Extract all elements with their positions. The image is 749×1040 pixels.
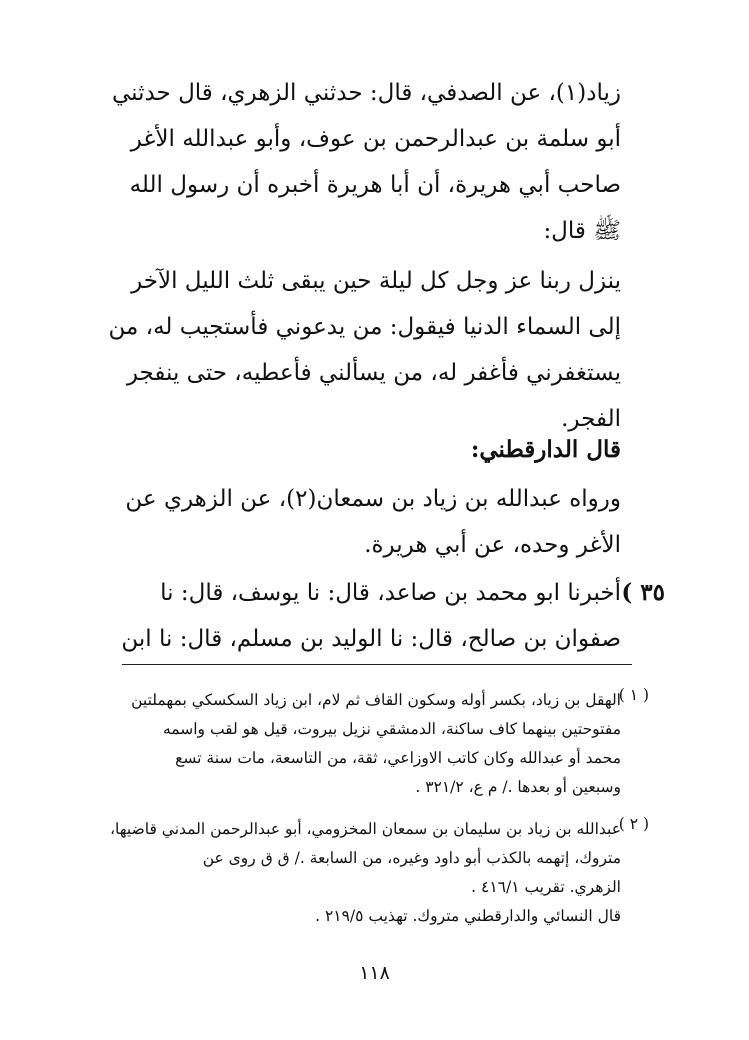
text-line: أبو سلمة بن عبدالرحمن بن عوف، وأبو عبدالله الأغر — [130, 126, 621, 152]
hadith-35-paragraph — [111, 570, 621, 662]
text-line: يستغفرني فأغفر له، من يسألني فأعطيه، حتى ينفجر — [126, 360, 621, 386]
text-line: ﷺ قال: — [543, 218, 621, 244]
footnote-2 — [111, 815, 621, 931]
page-number: ١١٨ — [359, 962, 390, 984]
text-line: ينزل ربنا عز وجل كل ليلة حين يبقى ثلث الليل الآخر — [131, 268, 621, 294]
footnote-number: ( ١ ) — [618, 686, 649, 704]
footnote-line: وسبعين أو بعدها ./ م ع، ٣٢١/٢ . — [415, 778, 621, 796]
text-line: صاحب أبي هريرة، أن أبا هريرة أخبره أن رسول الله — [129, 172, 621, 198]
footnote-line: محمد أو عبدالله وكان كاتب الاوزاعي، ثقة، من التاسعة، مات سنة تسع — [175, 749, 621, 767]
text-line: إلى السماء الدنيا فيقول: من يدعوني فأستجيب له، من — [108, 314, 621, 340]
footnote-line: الزهري. تقريب ٤١٦/١ . — [471, 878, 621, 896]
footnote-line: عبدالله بن زياد بن سليمان بن سمعان المخزومي، أبو عبدالرحمن المدني قاضيها، — [110, 820, 621, 838]
footnote-line: قال النسائي والدارقطني متروك. تهذيب ٢١٩/٥ . — [315, 907, 621, 925]
footnote-line: مفتوحتين بينهما كاف ساكنة، الدمشقي نزيل بيروت، قيل هو لقب واسمه — [162, 720, 621, 738]
text-line: الفجر. — [561, 406, 621, 432]
footnote-line: متروك، إتهمه بالكذب أبو داود وغيره، من السابعة ./ ق ق روى عن — [202, 849, 621, 867]
footnote-1 — [111, 686, 621, 802]
hadith-paragraph — [108, 258, 621, 442]
text-line: أخبرنا ابو محمد بن صاعد، قال: نا يوسف، قال: نا — [160, 580, 621, 606]
footnote-line: الهقل بن زياد، بكسر أوله وسكون القاف ثم لام، ابن زياد السكسكي بمهملتين — [131, 691, 621, 709]
text-line: ورواه عبدالله بن زياد بن سمعان(٢)، عن الزهري عن — [125, 486, 621, 512]
main-paragraph — [111, 70, 621, 254]
text-line: الأغر وحده، عن أبي هريرة. — [364, 532, 621, 558]
text-line: صفوان بن صالح، قال: نا الوليد بن مسلم، قال: نا ابن — [121, 626, 621, 652]
section-heading: قال الدارقطني: — [470, 436, 621, 463]
text-line: زياد(١)، عن الصدفي، قال: حدثني الزهري، قال حدثني — [111, 80, 621, 106]
footnote-number: ( ٢ ) — [618, 815, 649, 833]
riwaya-paragraph — [111, 476, 621, 568]
hadith-number: ٣٥ ) — [621, 579, 665, 606]
footnote-divider — [122, 664, 632, 665]
